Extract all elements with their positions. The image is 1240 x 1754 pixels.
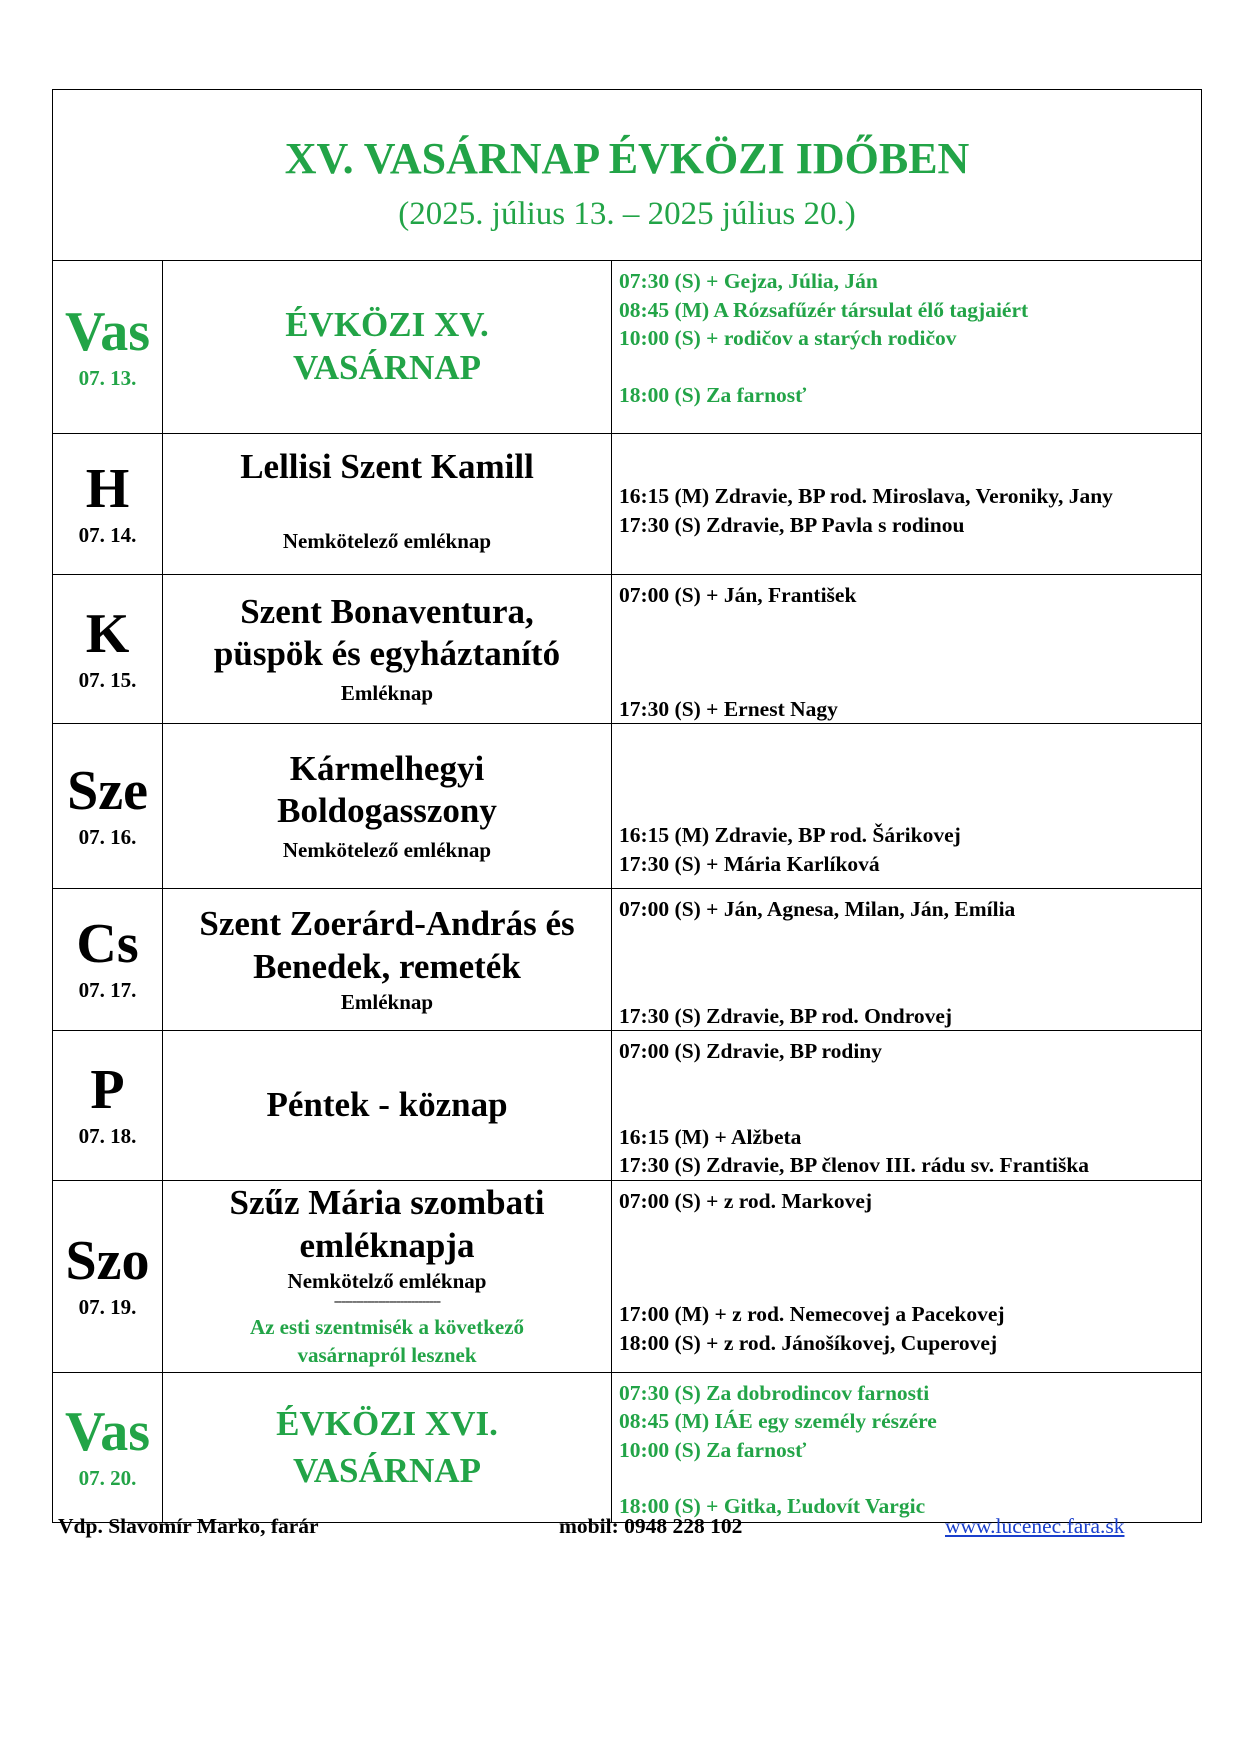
mass-line: 17:30 (S) Zdravie, BP členov III. rádu sv. Františka xyxy=(619,1153,1090,1177)
header-row xyxy=(53,90,1202,261)
mass-line: 18:00 (S) + z rod. Jánošíkovej, Cuperovej xyxy=(619,1330,998,1355)
mass-line: 17:30 (S) + Mária Karlíková xyxy=(619,851,880,876)
feast-rank: Emléknap xyxy=(340,681,434,706)
feast-rank: Nemkötelező emléknap xyxy=(282,528,492,553)
day-abbr: Vas xyxy=(64,300,151,363)
mass-line: 07:00 (S) + Ján, František xyxy=(619,583,857,607)
day-row xyxy=(53,575,1202,724)
feast-name: Péntek - köznap xyxy=(266,1084,508,1124)
day-date: 07. 17. xyxy=(78,978,137,1002)
footer xyxy=(58,1514,1158,1544)
mass-line: 07:00 (S) + Ján, Agnesa, Milan, Ján, Emília xyxy=(619,897,1016,921)
day-date: 07. 15. xyxy=(78,667,137,692)
day-cell xyxy=(53,1031,163,1181)
feast-cell xyxy=(163,1031,612,1181)
mass-line: 16:15 (M) + Alžbeta xyxy=(619,1124,802,1149)
feast-cell xyxy=(163,575,612,724)
feast-cell xyxy=(163,1372,612,1522)
mass-cell xyxy=(612,724,1202,889)
schedule-page xyxy=(52,89,1201,1523)
mass-line: 08:45 (M) A Rózsafűzér társulat élő tagjaiért xyxy=(619,297,1029,322)
day-cell xyxy=(53,434,163,575)
mass-cell xyxy=(612,434,1202,575)
feast-note: Az esti szentmisék a következő vasárnapról lesznek xyxy=(249,1314,525,1368)
mass-line: 10:00 (S) Za farnosť xyxy=(619,1437,807,1462)
mass-line: 17:30 (S) Zdravie, BP Pavla s rodinou xyxy=(619,512,965,537)
mass-line: 16:15 (M) Zdravie, BP rod. Miroslava, Veroniky, Jany xyxy=(619,484,1113,508)
feast-divider: ----------------------------- xyxy=(333,1293,441,1309)
mass-cell xyxy=(612,575,1202,724)
day-abbr: K xyxy=(85,602,130,665)
day-abbr: H xyxy=(85,457,130,520)
mass-line: 08:45 (M) IÁE egy személy részére xyxy=(619,1409,937,1433)
mass-line: 07:00 (S) Zdravie, BP rodiny xyxy=(619,1039,882,1063)
day-row xyxy=(53,1180,1202,1372)
mass-line: 07:30 (S) Za dobrodincov farnosti xyxy=(619,1380,930,1405)
mass-line: 07:00 (S) + z rod. Markovej xyxy=(619,1188,873,1213)
day-cell xyxy=(53,1372,163,1522)
mass-line: 10:00 (S) + rodičov a starých rodičov xyxy=(619,326,957,350)
day-cell xyxy=(53,1180,163,1372)
feast-name: Lellisi Szent Kamill xyxy=(240,447,534,486)
day-row xyxy=(53,1372,1202,1522)
mass-line: 07:30 (S) + Gejza, Júlia, Ján xyxy=(619,269,878,293)
day-row xyxy=(53,724,1202,889)
day-date: 07. 19. xyxy=(78,1294,137,1319)
feast-rank: Emléknap xyxy=(340,989,434,1014)
day-row xyxy=(53,889,1202,1031)
day-abbr: Vas xyxy=(64,1400,151,1463)
feast-name: Szent Zoerárd-András és Benedek, remeték xyxy=(199,904,575,986)
day-row xyxy=(53,434,1202,575)
feast-cell xyxy=(163,434,612,575)
day-abbr: Cs xyxy=(76,913,139,975)
mass-line: 18:00 (S) + Gitka, Ľudovít Vargic xyxy=(619,1494,926,1518)
mass-line: 17:30 (S) Zdravie, BP rod. Ondrovej xyxy=(619,1003,953,1028)
schedule-table xyxy=(52,89,1202,1523)
mass-line: 16:15 (M) Zdravie, BP rod. Šárikovej xyxy=(619,823,961,847)
header-cell xyxy=(53,90,1202,261)
feast-rank: Nemkötelező emléknap xyxy=(282,838,492,863)
day-date: 07. 13. xyxy=(78,365,137,390)
day-abbr: Sze xyxy=(67,759,148,822)
day-row xyxy=(53,1031,1202,1181)
mass-cell xyxy=(612,1031,1202,1181)
day-cell xyxy=(53,889,163,1031)
day-cell xyxy=(53,724,163,889)
day-cell xyxy=(53,261,163,434)
date-range: (2025. július 13. – 2025 július 20.) xyxy=(398,195,856,232)
day-cell xyxy=(53,575,163,724)
mass-cell xyxy=(612,261,1202,434)
feast-cell xyxy=(163,261,612,434)
day-date: 07. 14. xyxy=(78,522,137,547)
mass-cell xyxy=(612,1372,1202,1522)
website-link[interactable]: www.lucenec.fara.sk xyxy=(945,1514,1125,1538)
day-date: 07. 18. xyxy=(78,1123,137,1148)
mobile-number: mobil: 0948 228 102 xyxy=(559,1514,743,1538)
page-title: XV. VASÁRNAP ÉVKÖZI IDŐBEN xyxy=(284,134,970,184)
feast-name: Kármelhegyi Boldogasszony xyxy=(277,748,497,831)
priest-name: Vdp. Slavomír Marko, farár xyxy=(58,1514,319,1538)
day-row xyxy=(53,261,1202,434)
feast-name: ÉVKÖZI XV. VASÁRNAP xyxy=(285,305,489,387)
feast-name: ÉVKÖZI XVI. VASÁRNAP xyxy=(276,1403,498,1490)
day-abbr: P xyxy=(90,1058,125,1121)
mass-line: 17:00 (M) + z rod. Nemecovej a Pacekovej xyxy=(619,1302,1005,1326)
day-date: 07. 16. xyxy=(78,824,137,849)
feast-cell xyxy=(163,1180,612,1372)
feast-cell xyxy=(163,889,612,1031)
mass-line: 18:00 (S) Za farnosť xyxy=(619,382,807,407)
mass-cell xyxy=(612,1180,1202,1372)
feast-name: Szűz Mária szombati emléknapja xyxy=(229,1183,545,1265)
feast-cell xyxy=(163,724,612,889)
day-abbr: Szo xyxy=(65,1229,150,1292)
mass-line: 17:30 (S) + Ernest Nagy xyxy=(619,696,838,721)
day-date: 07. 20. xyxy=(78,1465,137,1490)
mass-cell xyxy=(612,889,1202,1031)
feast-rank: Nemkötelző emléknap xyxy=(287,1268,487,1293)
feast-name: Szent Bonaventura, püspök és egyháztanító xyxy=(213,591,561,674)
